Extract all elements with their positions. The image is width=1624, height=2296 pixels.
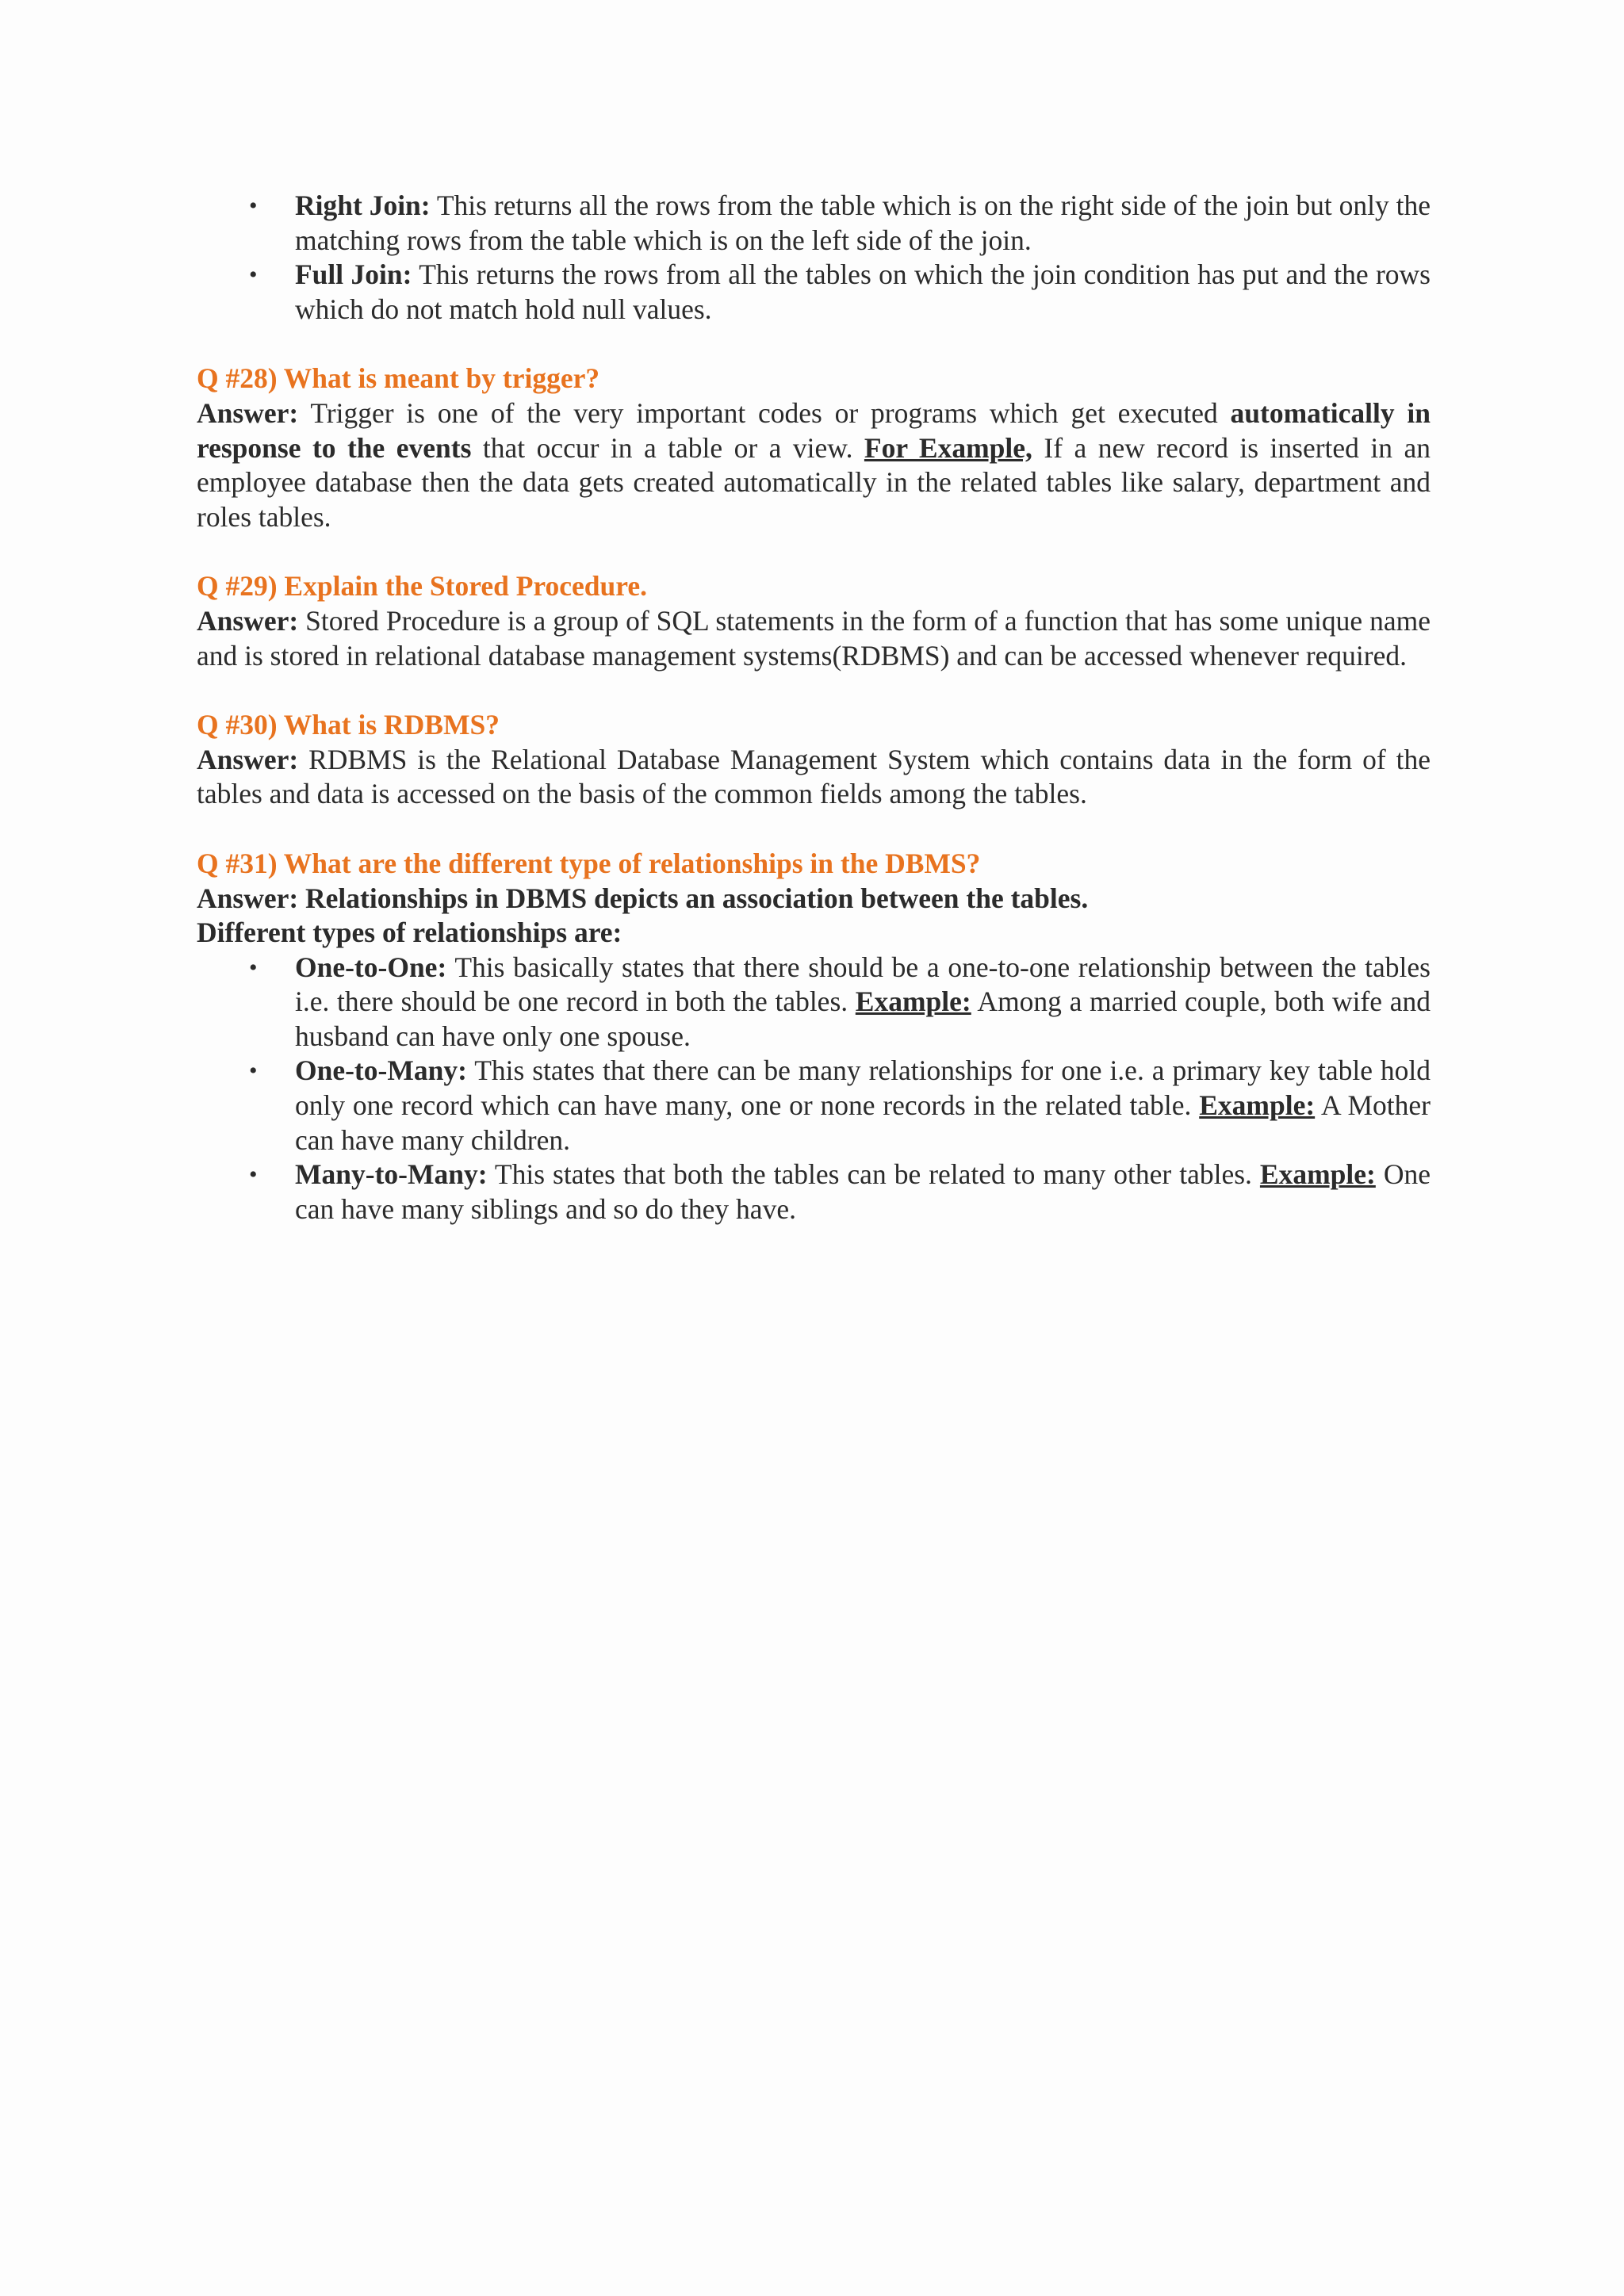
- list-item: [249, 189, 1431, 258]
- answer-label: Answer:: [197, 743, 299, 775]
- join-description: This returns all the rows from the table which is on the right side of the join but only the matching rows from the table which is on the left side of the join.: [295, 189, 1431, 256]
- answer-text: that occur in a table or a view.: [471, 431, 864, 464]
- question-31-heading: Q #31) What are the different type of relationships in the DBMS?: [197, 847, 981, 879]
- answer-label: Answer:: [197, 396, 299, 429]
- bullet-icon: •: [249, 193, 258, 219]
- bullet-icon: •: [249, 954, 258, 981]
- example-label: Example:: [1259, 1158, 1376, 1191]
- question-30-answer: [197, 743, 1431, 812]
- question-29-answer: [197, 604, 1431, 673]
- answer-text: Stored Procedure is a group of SQL statements in the form of a function that has some unique name and is stored in relational database management systems(RDBMS) and can be accessed whenever required.: [197, 604, 1431, 672]
- answer-emphasis: automatically in response to the events: [197, 396, 1431, 464]
- join-description: This returns the rows from all the tables on which the join condition has put and the rows which do not match hold null values.: [295, 258, 1431, 325]
- example-text: One can have many siblings and so do they have.: [295, 1158, 1431, 1225]
- bullet-icon: •: [249, 262, 258, 289]
- join-term: Full Join:: [295, 258, 412, 291]
- relationship-types-list: [197, 951, 1431, 1227]
- question-28-heading: Q #28) What is meant by trigger?: [197, 362, 600, 395]
- answer-text: If a new record is inserted in an employee database then the data gets created automatically in the related tables like salary, department and roles tables.: [197, 431, 1431, 533]
- relationship-description: This basically states that there should be a one-to-one relationship between the tables i.e. there should be one record in both the tables.: [295, 951, 1431, 1018]
- relationship-term: One-to-Many:: [295, 1054, 467, 1087]
- relationship-description: This states that both the tables can be related to many other tables.: [487, 1158, 1260, 1191]
- list-item: [249, 1158, 1431, 1226]
- list-item: [249, 951, 1431, 1054]
- example-label: Example:: [855, 985, 971, 1018]
- list-item: [249, 1054, 1431, 1158]
- join-types-list: [197, 189, 1431, 327]
- relationship-term: One-to-One:: [295, 951, 447, 983]
- example-text: Among a married couple, both wife and husband can have only one spouse.: [295, 985, 1431, 1052]
- question-30-heading: Q #30) What is RDBMS?: [197, 709, 500, 741]
- question-28-answer: [197, 396, 1431, 534]
- relationship-types-heading: Different types of relationships are:: [197, 916, 622, 949]
- list-item: [249, 258, 1431, 327]
- relationship-description: This states that there can be many relationships for one i.e. a primary key table hold only one record which can have many, one or none records in the related table.: [295, 1054, 1431, 1122]
- document-page: [197, 189, 1431, 1226]
- example-text: A Mother can have many children.: [295, 1089, 1431, 1156]
- answer-text: RDBMS is the Relational Database Management System which contains data in the form of the tables and data is accessed on the basis of the common fields among the tables.: [197, 743, 1431, 810]
- join-term: Right Join:: [295, 189, 431, 221]
- question-31-answer: Answer: Relationships in DBMS depicts an association between the tables.: [197, 882, 1089, 914]
- relationship-term: Many-to-Many:: [295, 1158, 488, 1191]
- answer-text: Trigger is one of the very important codes or programs which get executed: [298, 396, 1231, 429]
- example-label: Example:: [1199, 1089, 1316, 1122]
- answer-label: Answer:: [197, 604, 299, 637]
- bullet-icon: •: [249, 1161, 258, 1188]
- example-label: For Example,: [864, 431, 1032, 464]
- bullet-icon: •: [249, 1058, 258, 1085]
- question-29-heading: Q #29) Explain the Stored Procedure.: [197, 570, 647, 603]
